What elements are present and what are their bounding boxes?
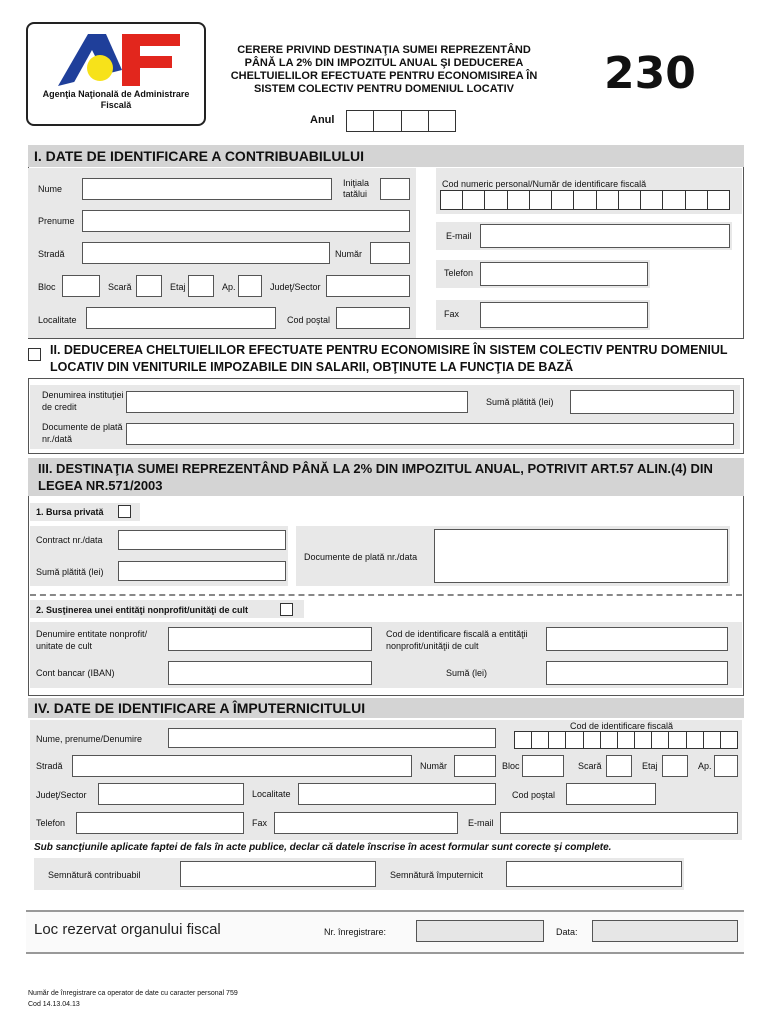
imp-strada-label: Stradă [36, 761, 63, 771]
judet-input[interactable] [326, 275, 410, 297]
year-input[interactable] [346, 110, 456, 132]
section1-title: I. DATE DE IDENTIFICARE A CONTRIBUABILULUI [28, 145, 744, 167]
imp-fax-label: Fax [252, 818, 268, 828]
localitate-label: Localitate [38, 315, 77, 325]
nume-label: Nume [38, 184, 63, 194]
form-number: 230 [604, 48, 696, 99]
strada-label: Stradă [38, 249, 65, 259]
bursa-suma-input[interactable] [118, 561, 286, 581]
imp-scara-label: Scară [578, 761, 602, 771]
judet-label: Judeţ/Sector [270, 282, 321, 292]
sustinere-checkbox[interactable] [280, 603, 293, 616]
imp-bloc-input[interactable] [522, 755, 564, 777]
imp-judet-input[interactable] [98, 783, 244, 805]
cnp-input[interactable] [440, 190, 730, 210]
anaf-logo-icon [48, 30, 188, 88]
etaj-label: Etaj [170, 282, 186, 292]
cnp-label: Cod numeric personal/Număr de identificare fiscală [442, 179, 647, 189]
imp-cif-input[interactable] [514, 731, 738, 749]
imp-email-label: E-mail [468, 818, 494, 828]
denumire-entitate-input[interactable] [168, 627, 372, 651]
section2-title: II. DEDUCEREA CHELTUIELILOR EFECTUATE PENTRU ECONOMISIRE ÎN SISTEM COLECTIV PENTRU DOMENIUL LOCATIV DIN VENITURILE IMPOZABILE DIN SALARII, OBŢINUTE LA FUNCŢIA DE BAZĂ [44, 340, 744, 378]
imp-etaj-input[interactable] [662, 755, 688, 777]
imp-nume-input[interactable] [168, 728, 496, 748]
data-input[interactable] [592, 920, 738, 942]
section3-divider [30, 594, 742, 596]
cif-entitate-label: Cod de identificare fiscală a entităţii nonprofit/unităţii de cult [386, 629, 528, 651]
imp-etaj-label: Etaj [642, 761, 658, 771]
etaj-input[interactable] [188, 275, 214, 297]
imp-ap-input[interactable] [714, 755, 738, 777]
prenume-label: Prenume [38, 216, 75, 226]
documente-label: Documente de plată nr./dată [42, 422, 123, 444]
bursa-label: 1. Bursa privată [36, 507, 104, 517]
scara-label: Scară [108, 282, 132, 292]
footer-operator: Număr de înregistrare ca operator de date cu caracter personal 759 [28, 990, 238, 997]
suma-platita-input[interactable] [570, 390, 734, 414]
nr-inregistrare-input[interactable] [416, 920, 544, 942]
denumirea-input[interactable] [126, 391, 468, 413]
contract-input[interactable] [118, 530, 286, 550]
bursa-checkbox[interactable] [118, 505, 131, 518]
section3-title: III. DESTINAŢIA SUMEI REPREZENTÂND PÂNĂ LA 2% DIN IMPOZITUL ANUAL, POTRIVIT ART.57 ALIN.(4) DIN LEGEA NR.571/2003 [28, 458, 744, 496]
bloc-input[interactable] [62, 275, 100, 297]
localitate-input[interactable] [86, 307, 276, 329]
denumirea-label: Denumirea instituţiei de credit [42, 390, 124, 412]
imp-fax-input[interactable] [274, 812, 458, 834]
sign-imputernicit-label: Semnătură împuternicit [390, 870, 484, 880]
iban-label: Cont bancar (IBAN) [36, 668, 115, 678]
cif-entitate-input[interactable] [546, 627, 728, 651]
prenume-input[interactable] [82, 210, 410, 232]
ap-label: Ap. [222, 282, 236, 292]
fiscal-title: Loc rezervat organului fiscal [34, 921, 221, 938]
cod-postal-label: Cod poştal [287, 315, 331, 325]
telefon-label: Telefon [444, 268, 474, 278]
email-input[interactable] [480, 224, 730, 248]
nr-inregistrare-label: Nr. înregistrare: [324, 927, 387, 937]
imp-nume-label: Nume, prenume/Denumire [36, 734, 143, 744]
imp-numar-input[interactable] [454, 755, 496, 777]
imp-localitate-label: Localitate [252, 789, 291, 799]
fax-input[interactable] [480, 302, 648, 328]
data-label: Data: [556, 927, 578, 937]
suma-input[interactable] [546, 661, 728, 685]
fax-label: Fax [444, 309, 460, 319]
imp-email-input[interactable] [500, 812, 738, 834]
sign-contribuabil-label: Semnătură contribuabil [48, 870, 141, 880]
suma-label: Sumă (lei) [446, 668, 488, 678]
numar-label: Număr [335, 249, 363, 259]
iban-input[interactable] [168, 661, 372, 685]
imp-ap-label: Ap. [698, 761, 712, 771]
bloc-label: Bloc [38, 282, 56, 292]
imp-telefon-input[interactable] [76, 812, 244, 834]
strada-input[interactable] [82, 242, 330, 264]
imp-judet-label: Judeţ/Sector [36, 790, 87, 800]
documente-input[interactable] [126, 423, 734, 445]
nume-input[interactable] [82, 178, 332, 200]
footer-code: Cod 14.13.04.13 [28, 1001, 80, 1008]
section2-checkbox[interactable] [28, 348, 41, 361]
imp-numar-label: Număr [420, 761, 448, 771]
scara-input[interactable] [136, 275, 162, 297]
sustinere-label: 2. Susţinerea unei entităţi nonprofit/unităţi de cult [36, 605, 249, 615]
imp-cod-postal-input[interactable] [566, 783, 656, 805]
documente-plata-label: Documente de plată nr./data [304, 552, 418, 562]
form-title: CERERE PRIVIND DESTINAŢIA SUMEI REPREZENTÂND PÂNĂ LA 2% DIN IMPOZITUL ANUAL ŞI DEDUCEREA CHELTUIELILOR EFECTUATE PENTRU ECONOMISIREA ÎN SISTEM COLECTIV PENTRU DOMENIUL LOCATIV [230, 44, 538, 95]
sign-contribuabil-input[interactable] [180, 861, 376, 887]
contract-label: Contract nr./data [36, 535, 103, 545]
suma-platita-label: Sumă plătită (lei) [486, 397, 554, 407]
initiala-input[interactable] [380, 178, 410, 200]
agency-name: Agenţia Naţională de Administrare Fiscală [42, 89, 190, 110]
ap-input[interactable] [238, 275, 262, 297]
initiala-label: Iniţiala tatălui [343, 178, 370, 199]
imp-scara-input[interactable] [606, 755, 632, 777]
sign-imputernicit-input[interactable] [506, 861, 682, 887]
year-label: Anul [310, 114, 335, 126]
imp-bloc-label: Bloc [502, 761, 520, 771]
section4-title: IV. DATE DE IDENTIFICARE A ÎMPUTERNICITULUI [28, 698, 744, 718]
bursa-suma-label: Sumă plătită (lei) [36, 567, 104, 577]
numar-input[interactable] [370, 242, 410, 264]
imp-cif-label: Cod de identificare fiscală [570, 721, 674, 731]
imp-localitate-input[interactable] [298, 783, 496, 805]
imp-telefon-label: Telefon [36, 818, 66, 828]
email-label: E-mail [446, 231, 472, 241]
telefon-input[interactable] [480, 262, 648, 286]
documente-plata-input[interactable] [434, 529, 728, 583]
cod-postal-input[interactable] [336, 307, 410, 329]
denumire-entitate-label: Denumire entitate nonprofit/ unitate de cult [36, 629, 148, 651]
imp-strada-input[interactable] [72, 755, 412, 777]
declaration-text: Sub sancţiunile aplicate faptei de fals în acte publice, declar că datele înscrise în acest formular sunt corecte şi complete. [34, 842, 612, 853]
imp-cod-postal-label: Cod poştal [512, 790, 556, 800]
